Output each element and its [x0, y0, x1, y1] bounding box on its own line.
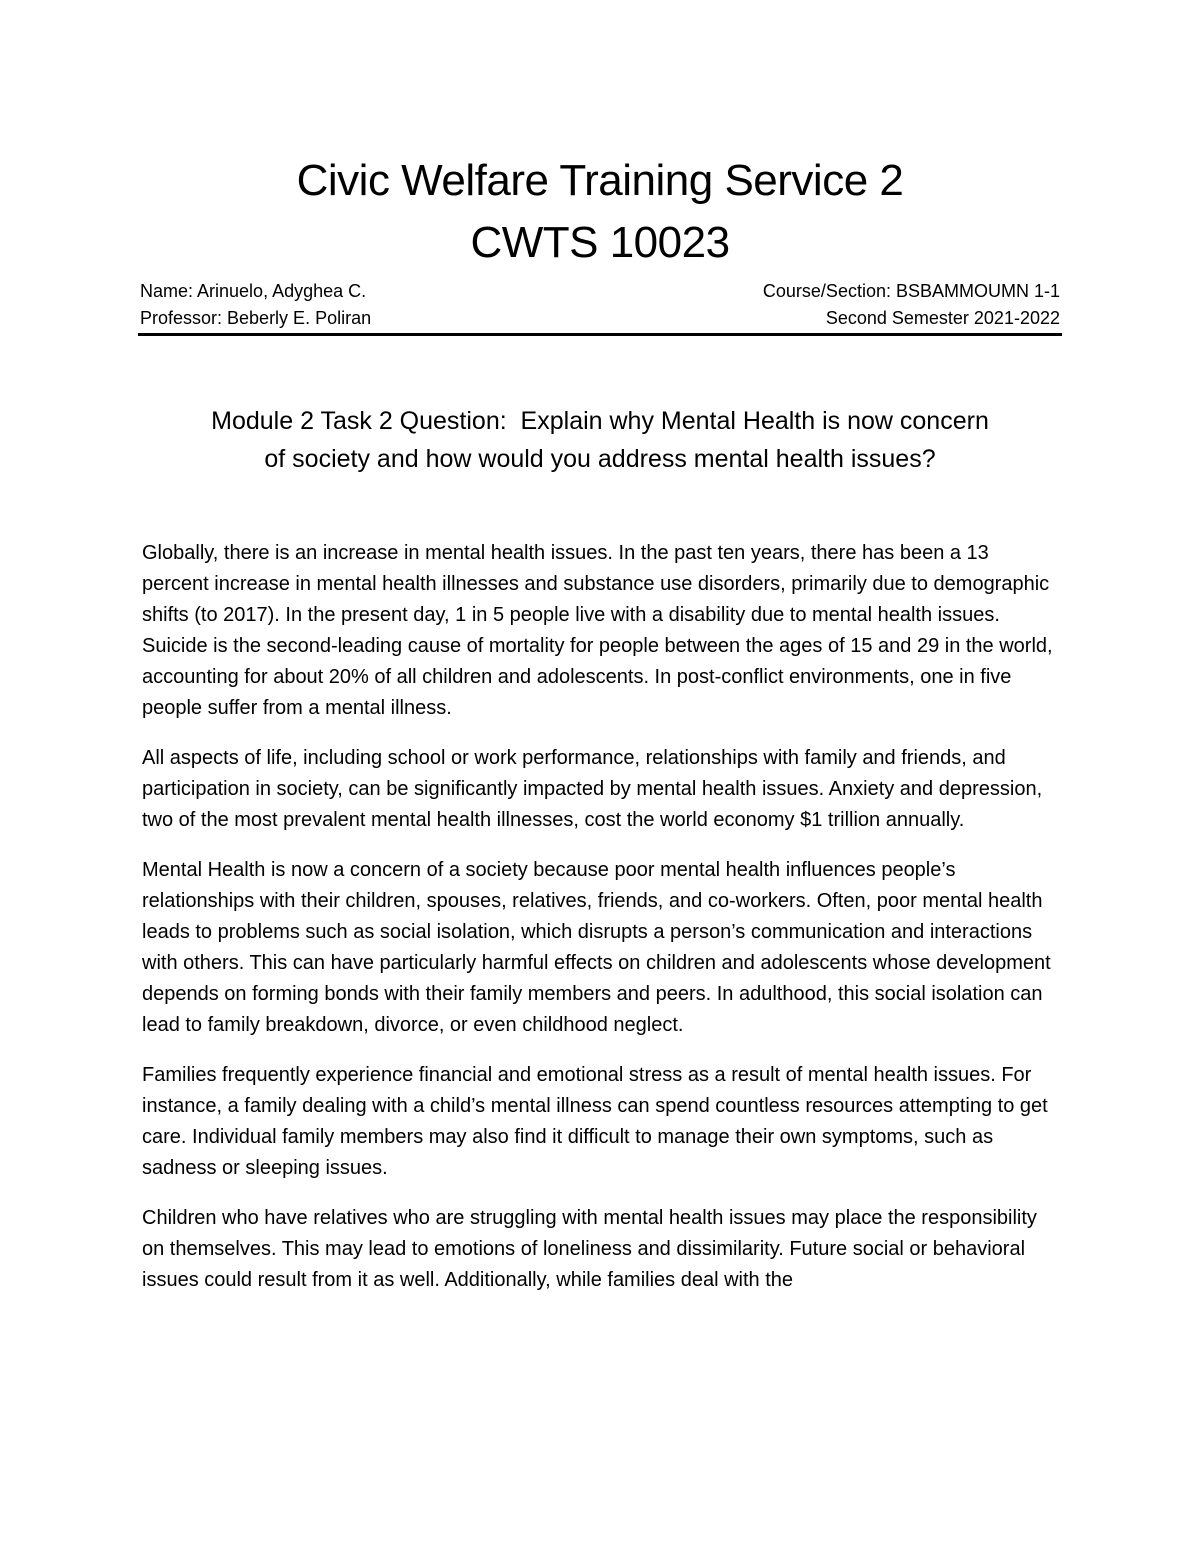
paragraph-1: Globally, there is an increase in mental health issues. In the past ten years, there has been a 13 percent increase in mental health illnesses and substance use disorders, primarily due to demographic shifts (to 2017). In the present day, 1 in 5 people live with a disability due to mental health issues. Suicide is the second-leading cause of mortality for people between the ages of 15 and 29 in the world, accounting for about 20% of all children and adolescents. In post-conflict environments, one in five people suffer from a mental illness.	[142, 542, 1053, 719]
paragraph-2: All aspects of life, including school or work performance, relationships with family and friends, and participation in society, can be significantly impacted by mental health issues. Anxiety and depression, two of the most prevalent mental health illnesses, cost the world economy $1 trillion annually.	[142, 747, 1043, 831]
meta-row-1	[140, 278, 1060, 305]
question-line-2: of society and how would you address mental health issues?	[264, 445, 936, 473]
essay-body	[142, 538, 1060, 1315]
semester: Second Semester 2021-2022	[825, 308, 1060, 328]
question-line-1: Module 2 Task 2 Question: Explain why Mental Health is now concern	[211, 407, 989, 435]
course-code: CWTS 10023	[470, 218, 730, 267]
task-question	[140, 402, 1060, 478]
student-name: Name: Arinuelo, Adyghea C.	[140, 281, 367, 301]
professor-name: Professor: Beberly E. Poliran	[140, 308, 372, 328]
paragraph-3: Mental Health is now a concern of a society because poor mental health influences people’s relationships with their children, spouses, relatives, friends, and co-workers. Often, poor mental health leads to problems such as social isolation, which disrupts a person’s communication and interactions with others. This can have particularly harmful effects on children and adolescents whose development depends on forming bonds with their family members and peers. In adulthood, this social isolation can lead to family breakdown, divorce, or even childhood neglect.	[142, 859, 1051, 1036]
document-title-block	[140, 150, 1060, 274]
paragraph-5: Children who have relatives who are struggling with mental health issues may place the responsibility on themselves. This may lead to emotions of loneliness and dissimilarity. Future social or behavioral issues could result from it as well. Additionally, while families deal with the	[142, 1207, 1037, 1291]
course-section: Course/Section: BSBAMMOUMN 1-1	[762, 281, 1060, 301]
meta-row-2	[140, 305, 1060, 332]
header-meta	[140, 278, 1060, 332]
header-divider	[138, 333, 1062, 336]
paragraph-4: Families frequently experience financial and emotional stress as a result of mental health issues. For instance, a family dealing with a child’s mental illness can spend countless resources attempting to get care. Individual family members may also find it difficult to manage their own symptoms, such as sadness or sleeping issues.	[142, 1064, 1048, 1179]
document-title: Civic Welfare Training Service 2	[296, 156, 904, 205]
